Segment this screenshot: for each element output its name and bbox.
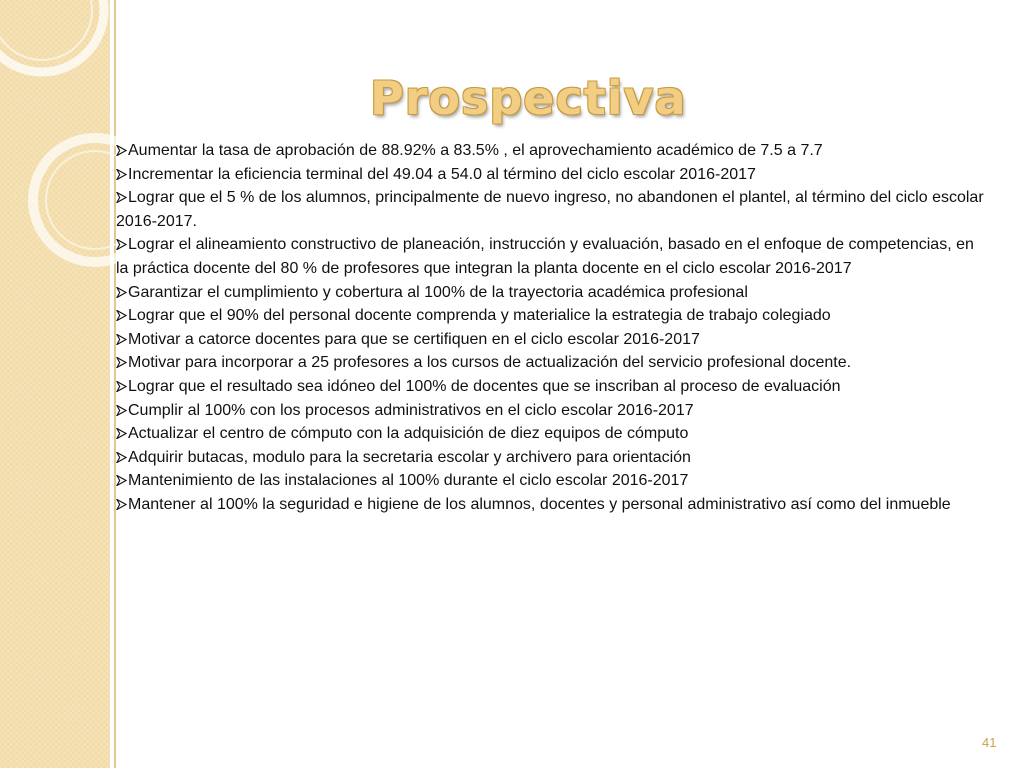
arrow-bullet-icon [116, 287, 127, 298]
arrow-bullet-icon [116, 475, 127, 486]
arrow-bullet-icon [116, 310, 127, 321]
arrow-bullet-icon [116, 169, 127, 180]
bullet-list [116, 139, 986, 517]
list-item [116, 163, 986, 187]
list-item [116, 469, 986, 493]
list-item-text: Aumentar la tasa de aprobación de 88.92% a 83.5% , el aprovechamiento académico de 7.5 a 7.7 [128, 142, 823, 159]
arrow-bullet-icon [116, 499, 127, 510]
slide-title: Prospectiva [370, 71, 687, 125]
arrow-bullet-icon [116, 334, 127, 345]
list-item-text: Mantenimiento de las instalaciones al 100% durante el ciclo escolar 2016-2017 [128, 472, 689, 490]
list-item-text: Mantener al 100% la seguridad e higiene de los alumnos, docentes y personal administrativo así como del inmueble [128, 495, 951, 513]
list-item [116, 328, 986, 352]
list-item [116, 351, 986, 375]
list-item [116, 304, 986, 328]
list-item-text: Actualizar el centro de cómputo con la adquisición de diez equipos de cómputo [128, 425, 689, 443]
list-item [116, 139, 986, 163]
list-item-text: Lograr que el 5 % de los alumnos, principalmente de nuevo ingreso, no abandonen el plantel, al término del ciclo escolar 2016-2017. [116, 189, 984, 230]
list-item-text: Cumplir al 100% con los procesos administrativos en el ciclo escolar 2016-2017 [128, 401, 694, 419]
list-item [116, 233, 986, 280]
list-item [116, 186, 986, 233]
arrow-bullet-icon [116, 428, 127, 439]
list-item-text: Motivar a catorce docentes para que se certifiquen en el ciclo escolar 2016-2017 [128, 330, 700, 348]
list-item [116, 493, 986, 517]
list-item-text: Motivar para incorporar a 25 profesores a los cursos de actualización del servicio profesional docente. [128, 354, 852, 372]
list-item [116, 375, 986, 399]
list-item-text: Adquirir butacas, modulo para la secretaria escolar y archivero para orientación [128, 448, 691, 466]
list-item-text: Lograr el alineamiento constructivo de planeación, instrucción y evaluación, basado en el enfoque de competencias, en la práctica docente del 80 % de profesores que integran la planta docente en el ciclo escolar 2016-2017 [116, 236, 974, 277]
list-item-text: Garantizar el cumplimiento y cobertura al 100% de la trayectoria académica profesional [128, 283, 748, 301]
arrow-bullet-icon [116, 192, 127, 203]
arrow-bullet-icon [116, 357, 127, 368]
list-item-text: Incrementar la eficiencia terminal del 49.04 a 54.0 al término del ciclo escolar 2016-2017 [128, 165, 756, 183]
list-item-text: Lograr que el resultado sea idóneo del 100% de docentes que se inscriban al proceso de evaluación [128, 377, 841, 395]
arrow-bullet-icon [116, 239, 127, 250]
list-item-text: Lograr que el 90% del personal docente comprenda y materialice la estrategia de trabajo colegiado [128, 307, 831, 325]
page-number: 41 [982, 735, 997, 750]
arrow-bullet-icon [116, 381, 127, 392]
arrow-bullet-icon [116, 405, 127, 416]
list-item [116, 281, 986, 305]
arrow-bullet-icon [116, 145, 127, 156]
list-item [116, 399, 986, 423]
list-item [116, 446, 986, 470]
arrow-bullet-icon [116, 452, 127, 463]
list-item [116, 422, 986, 446]
